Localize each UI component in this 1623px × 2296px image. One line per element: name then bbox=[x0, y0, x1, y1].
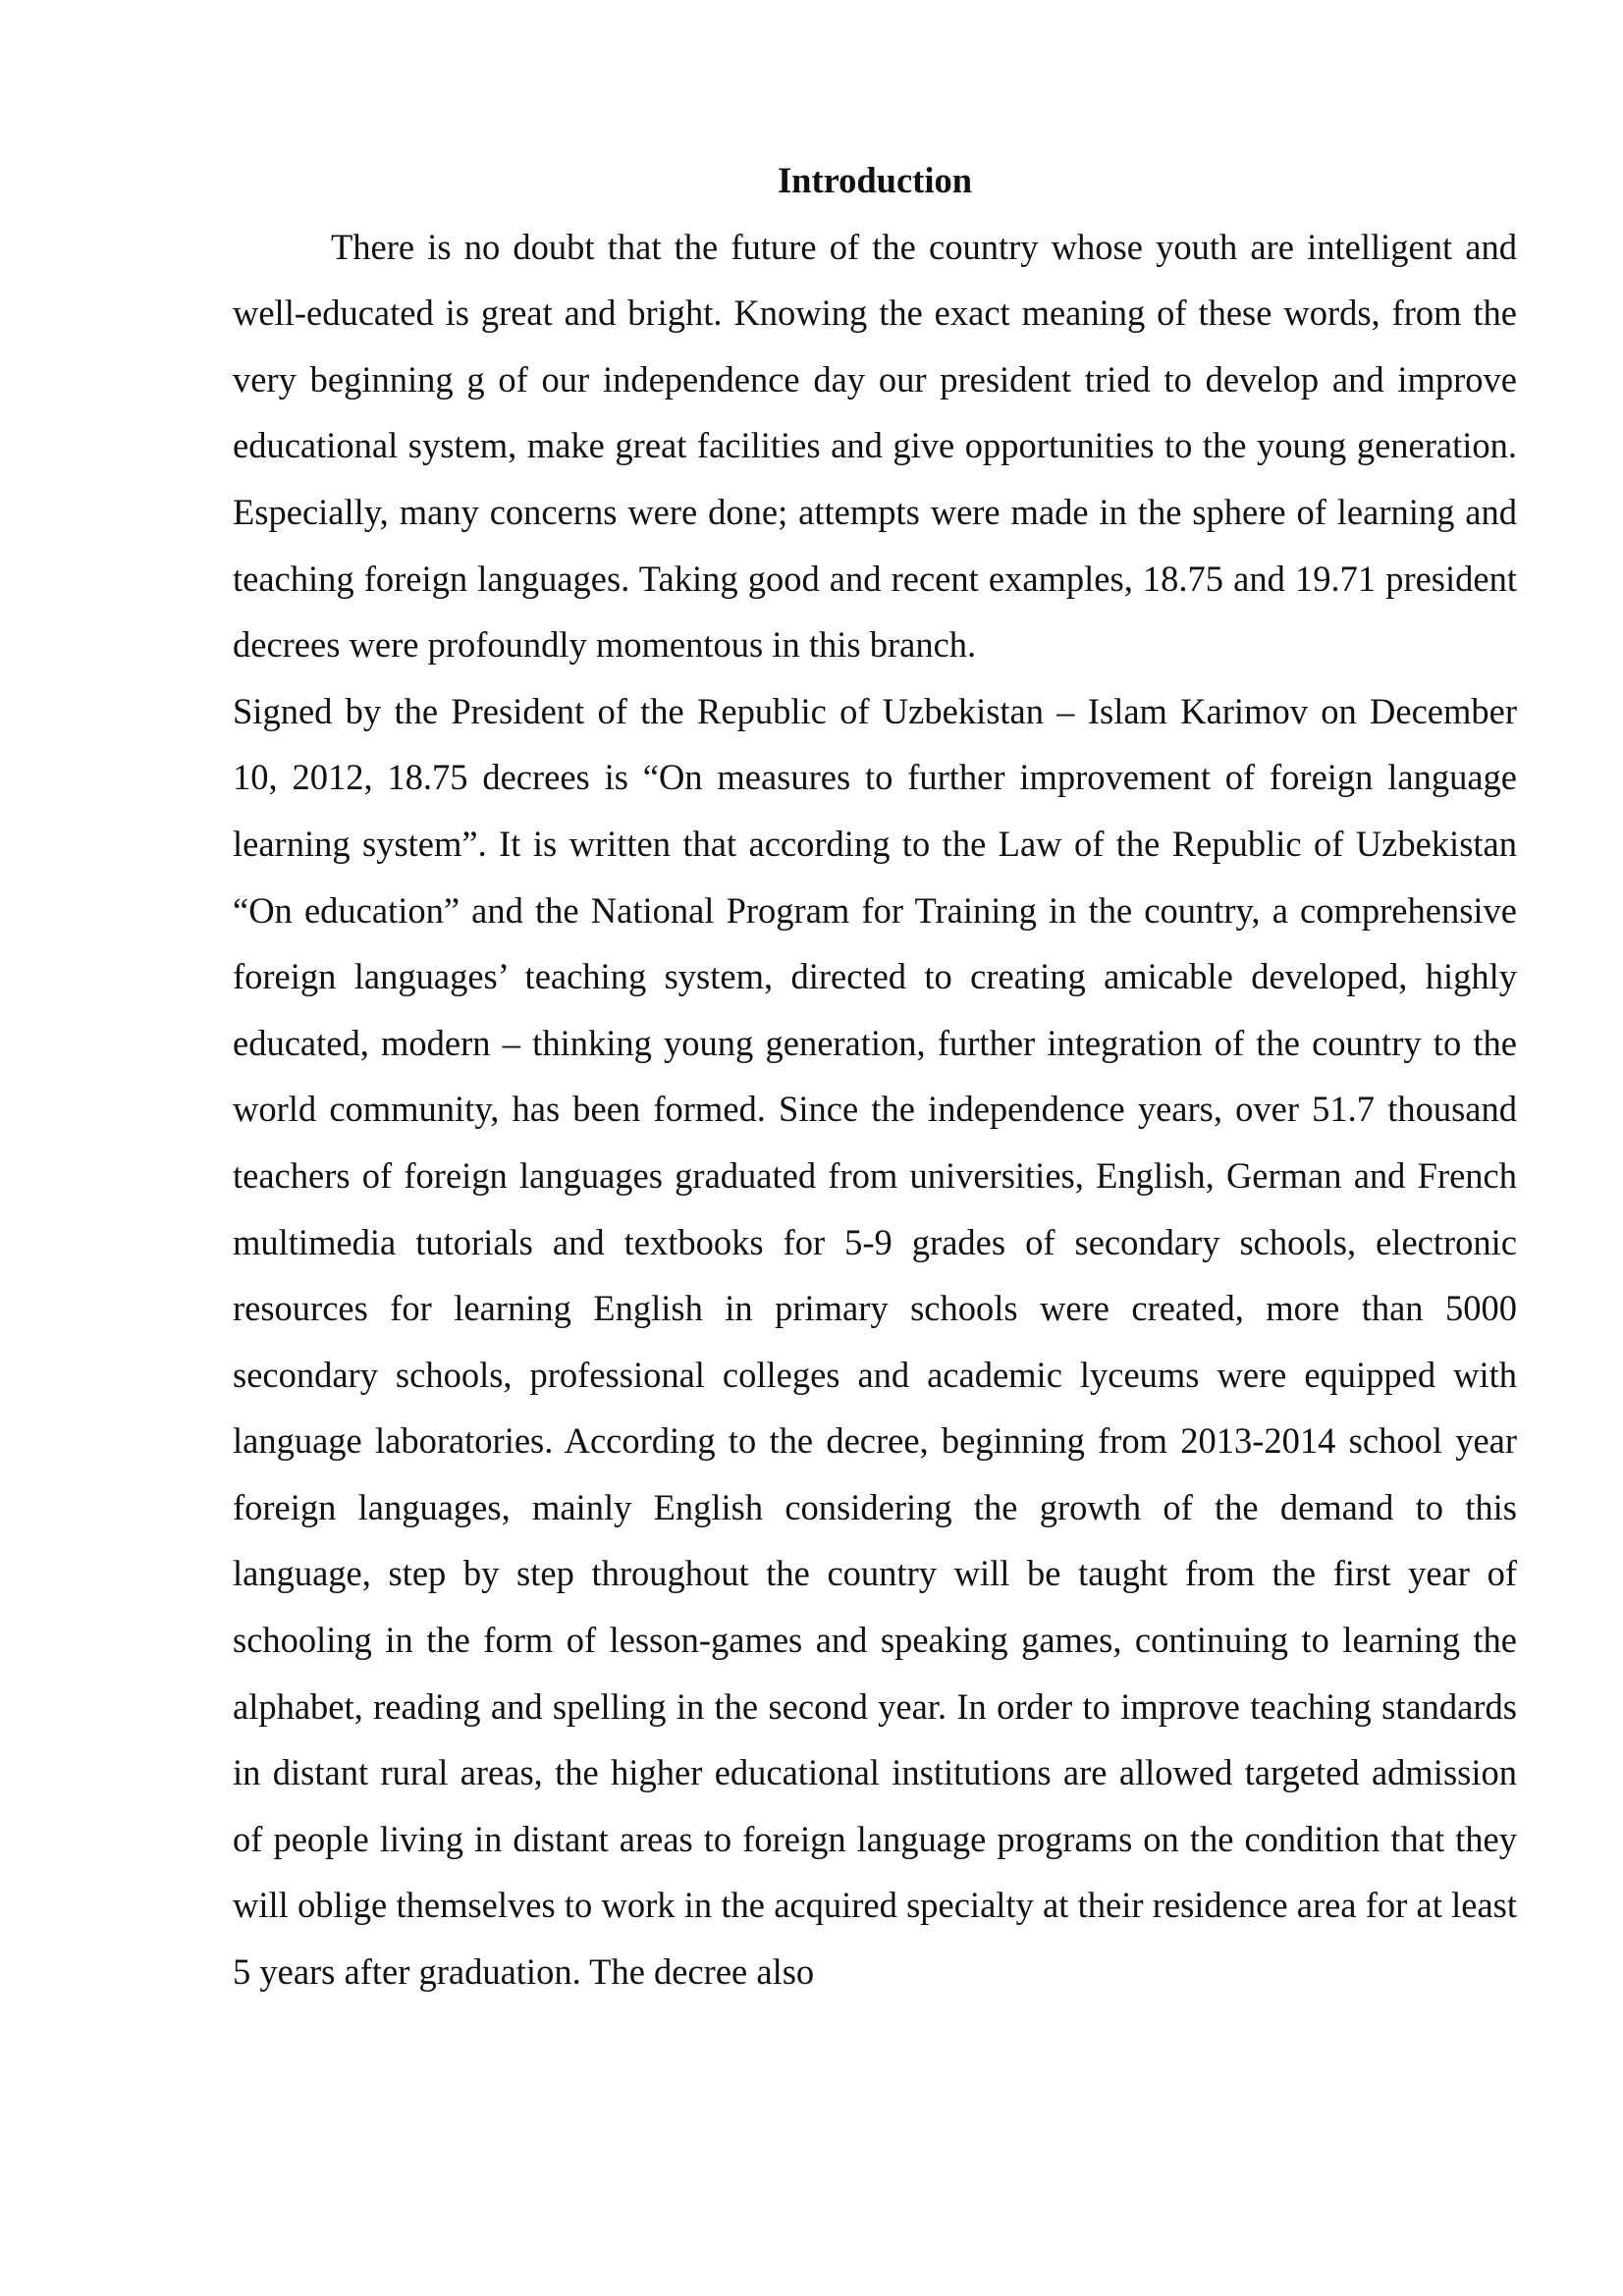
document-page bbox=[233, 147, 1517, 2005]
paragraph-decree: Signed by the President of the Republic of Uzbekistan – Islam Karimov on December 10, 2012, 18.75 decrees is “On measures to further improvement of foreign language learning system”. It is written that according to the Law of the Republic of Uzbekistan “On education” and the National Program for Training in the country, a comprehensive foreign languages’ teaching system, directed to creating amicable developed, highly educated, modern – thinking young generation, further integration of the country to the world community, has been formed. Since the independence years, over 51.7 thousand teachers of foreign languages graduated from universities, English, German and French multimedia tutorials and textbooks for 5-9 grades of secondary schools, electronic resources for learning English in primary schools were created, more than 5000 secondary schools, professional colleges and academic lyceums were equipped with language laboratories. According to the decree, beginning from 2013-2014 school year foreign languages, mainly English considering the growth of the demand to this language, step by step throughout the country will be taught from the first year of schooling in the form of lesson-games and speaking games, continuing to learning the alphabet, reading and spelling in the second year. In order to improve teaching standards in distant rural areas, the higher educational institutions are allowed targeted admission of people living in distant areas to foreign language programs on the condition that they will oblige themselves to work in the acquired specialty at their residence area for at least 5 years after graduation. The decree also bbox=[233, 690, 1517, 1993]
page-title: Introduction bbox=[777, 160, 973, 200]
paragraph-intro: There is no doubt that the future of the country whose youth are intelligent and well-educated is great and bright. Knowing the exact meaning of these words, from the very beginning g of our independence day our president tried to develop and improve educational system, make great facilities and give opportunities to the young generation. Especially, many concerns were done; attempts were made in the sphere of learning and teaching foreign languages. Taking good and recent examples, 18.75 and 19.71 president decrees were profoundly momentous in this branch. bbox=[233, 226, 1517, 666]
